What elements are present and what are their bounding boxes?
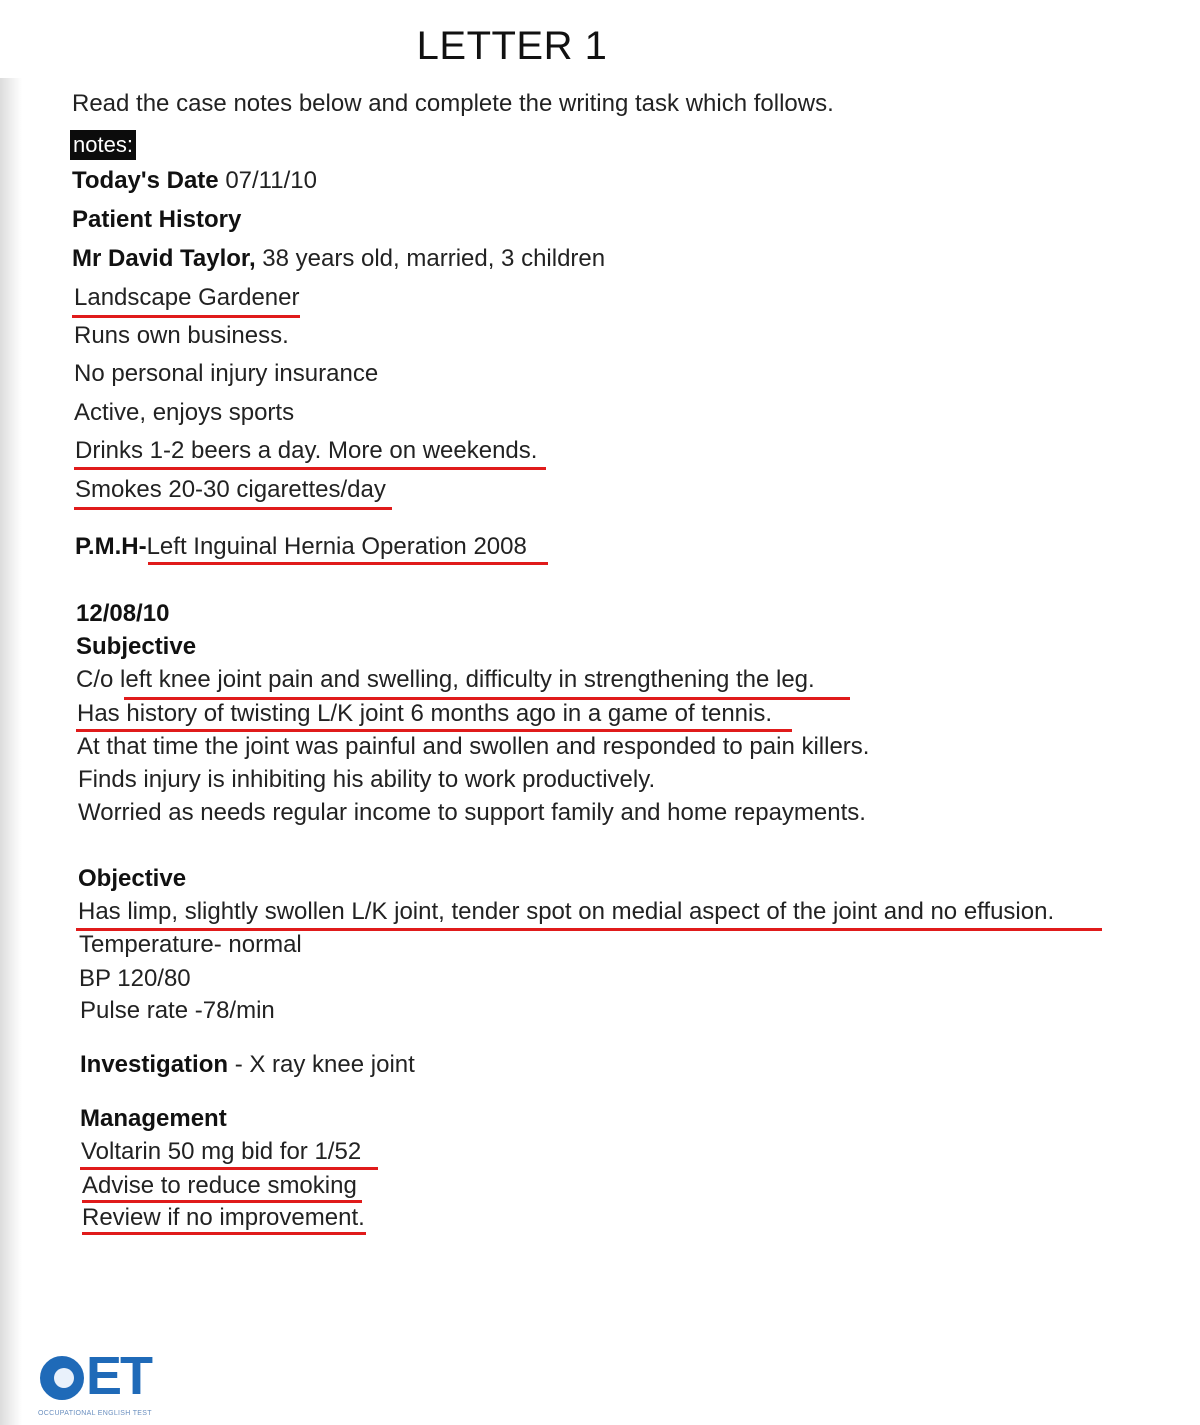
subjective-line: Has history of twisting L/K joint 6 months ago in a game of tennis. — [77, 700, 773, 727]
history-line-insurance: No personal injury insurance — [74, 360, 379, 387]
red-underline — [82, 1232, 366, 1235]
subjective-line: At that time the joint was painful and swollen and responded to pain killers. — [77, 733, 870, 760]
objective-line: BP 120/80 — [79, 965, 191, 992]
todays-date-value: 07/11/10 — [225, 167, 317, 194]
objective-heading: Objective — [78, 865, 187, 892]
history-line-business: Runs own business. — [74, 322, 289, 349]
management-line: Review if no improvement. — [82, 1204, 365, 1231]
red-underline — [74, 467, 546, 470]
management-line: Voltarin 50 mg bid for 1/52 — [81, 1138, 362, 1165]
red-underline — [72, 315, 300, 318]
red-underline — [80, 1167, 378, 1170]
patient-name: Mr David Taylor, — [72, 245, 256, 272]
subjective-line: Finds injury is inhibiting his ability to work productively. — [78, 766, 656, 793]
subjective-line: Worried as needs regular income to support family and home repayments. — [78, 799, 866, 826]
management-line: Advise to reduce smoking — [82, 1172, 357, 1199]
investigation-line — [80, 1050, 415, 1080]
red-underline — [148, 562, 548, 565]
pmh-value: Left Inguinal Hernia Operation 2008 — [146, 533, 527, 560]
objective-line: Has limp, slightly swollen L/K joint, tender spot on medial aspect of the joint and no effusion. — [78, 898, 1055, 925]
history-line-active: Active, enjoys sports — [74, 399, 295, 426]
pmh-label: P.M.H- — [75, 533, 147, 560]
visit-date: 12/08/10 — [76, 600, 170, 627]
objective-line: Temperature- normal — [79, 931, 302, 958]
todays-date-label: Today's Date — [72, 167, 219, 194]
page-title: LETTER 1 — [416, 24, 608, 68]
logo-subtitle: OCCUPATIONAL ENGLISH TEST — [38, 1410, 152, 1417]
history-line-smokes: Smokes 20-30 cigarettes/day — [75, 476, 386, 503]
investigation-label: Investigation — [80, 1051, 229, 1078]
logo-text: ET — [86, 1346, 152, 1406]
history-line-drinks: Drinks 1-2 beers a day. More on weekends. — [75, 437, 538, 464]
intro-text: Read the case notes below and complete the writing task which follows. — [72, 90, 834, 117]
management-heading: Management — [80, 1105, 227, 1132]
logo-o-icon — [40, 1356, 84, 1400]
history-line-occupation: Landscape Gardener — [74, 284, 300, 311]
notes-label: notes: — [70, 130, 136, 160]
pmh-line — [75, 532, 527, 562]
patient-history-heading: Patient History — [72, 206, 242, 233]
subjective-heading: Subjective — [76, 633, 197, 660]
objective-line: Pulse rate -78/min — [80, 997, 275, 1024]
oet-logo — [38, 1346, 168, 1424]
patient-name-line — [72, 244, 605, 274]
red-underline — [74, 507, 392, 510]
page-left-edge-shadow — [0, 78, 22, 1425]
investigation-value: - X ray knee joint — [234, 1051, 415, 1078]
subjective-line: C/o left knee joint pain and swelling, difficulty in strengthening the leg. — [76, 666, 815, 693]
todays-date-line — [72, 166, 317, 196]
patient-details: 38 years old, married, 3 children — [262, 245, 606, 272]
